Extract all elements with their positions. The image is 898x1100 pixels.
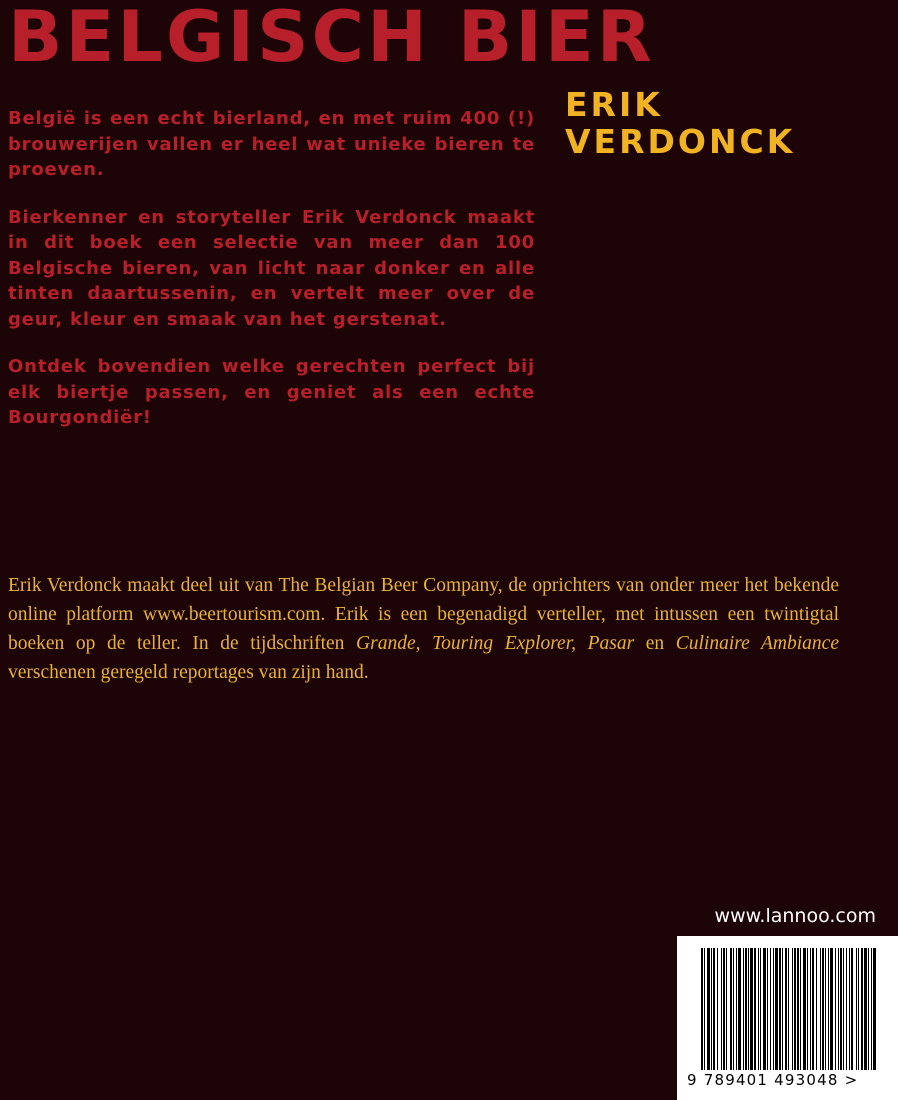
barcode-digits: 9 789401 493048 > — [687, 1071, 859, 1089]
bio-magazines-a: Grande, Touring Explorer, Pasar — [356, 633, 635, 654]
author-first-name: ERIK — [565, 85, 663, 124]
author-last-name: VERDONCK — [565, 122, 796, 161]
book-title: BELGISCH BIER — [8, 0, 655, 78]
blurb-text — [8, 106, 535, 453]
bio-text-3: verschenen geregeld reportages van zijn hand. — [8, 662, 369, 683]
author-bio — [8, 571, 839, 687]
publisher-website[interactable]: www.lannoo.com — [714, 905, 876, 927]
bio-text-1: Erik Verdonck maakt deel uit van The Belgian Beer Company, de oprichters van onder meer het bekende online platform www.beertourism.com. Erik is een begenadigd verteller, met intussen een twintigtal boeken op de teller. In de tijdschriften — [8, 575, 839, 654]
blurb-paragraph-3: Ontdek bovendien welke gerechten perfect bij elk biertje passen, en geniet als een echte Bourgondiër! — [8, 356, 535, 428]
author-name — [565, 86, 845, 160]
bio-paragraph — [8, 571, 839, 687]
blurb-paragraph-1: België is een echt bierland, en met ruim 400 (!) brouwerijen vallen er heel wat unieke bieren te proeven. — [8, 108, 535, 180]
bio-magazines-b: Culinaire Ambiance — [675, 633, 839, 654]
bio-text-2: en — [634, 633, 676, 654]
isbn-barcode — [677, 936, 898, 1100]
blurb-paragraph-2: Bierkenner en storyteller Erik Verdonck maakt in dit boek een selectie van meer dan 100 Belgische bieren, van licht naar donker en alle tinten daartussenin, en vertelt meer over de geur, kleur en smaak van het gerstenat. — [8, 206, 535, 330]
